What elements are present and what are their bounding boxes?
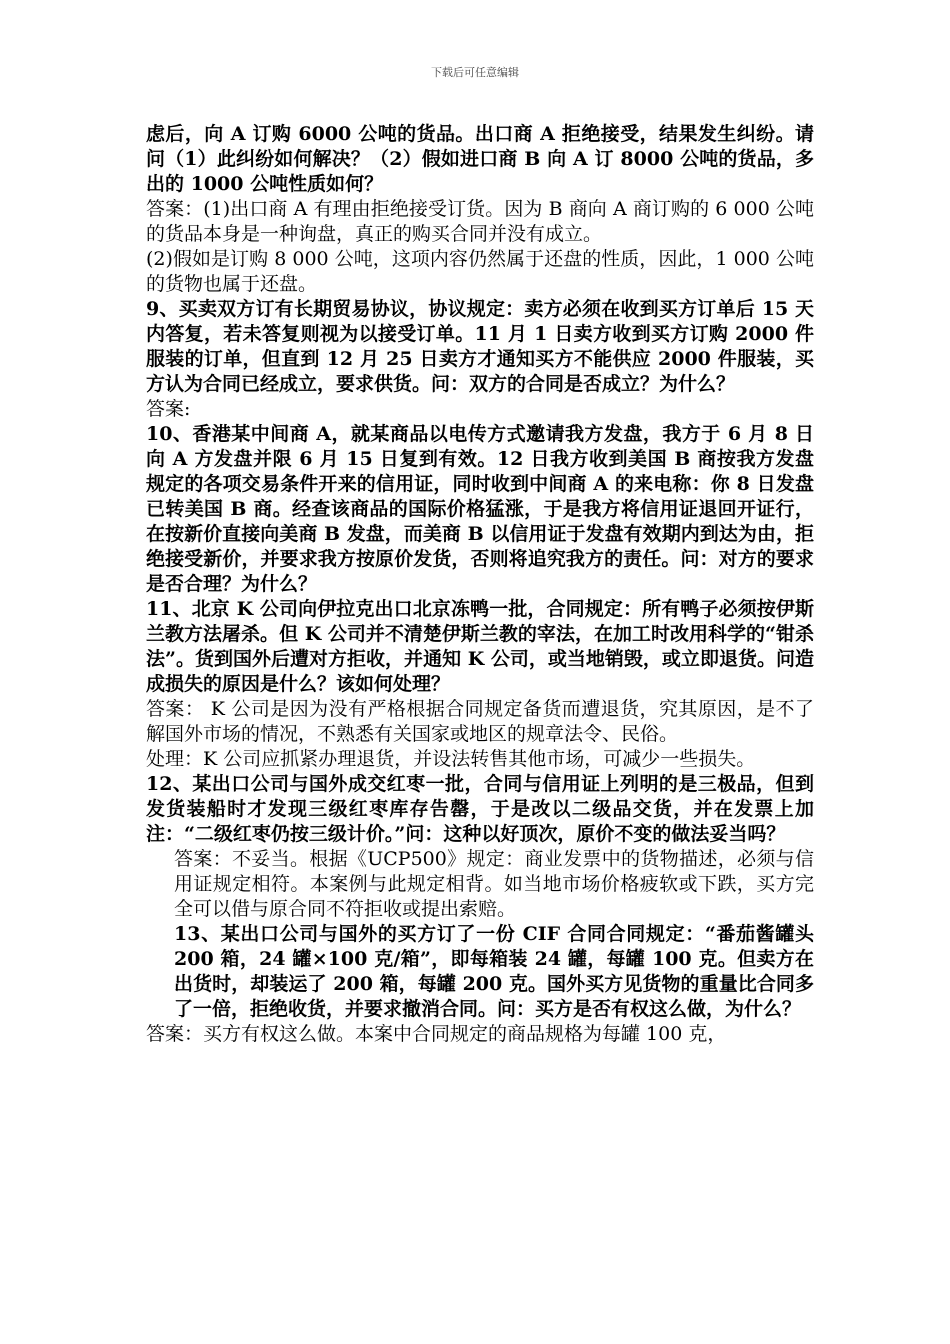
answer-8-part-1: 答案：(1)出口商 A 有理由拒绝接受订货。因为 B 商向 A 商订购的 6 000 公吨的货品本身是一种询盘，真正的购买合同并没有成立。	[146, 198, 814, 245]
answer-13: 答案：买方有权这么做。本案中合同规定的商品规格为每罐 100 克，	[146, 1023, 727, 1045]
answer-8-part-2: (2)假如是订购 8 000 公吨，这项内容仍然属于还盘的性质，因此，1 000 公吨的货物也属于还盘。	[146, 248, 814, 295]
answer-11: 答案： K 公司是因为没有严格根据合同规定备货而遭退货，究其原因，是不了解国外市场的情况，不熟悉有关国家或地区的规章法令、民俗。	[146, 698, 814, 745]
question-13: 13、某出口公司与国外的买方订了一份 CIF 合同合同规定：“番茄酱罐头 200 箱，24 罐×100 克/箱”，即每箱装 24 罐，每罐 100 克。但卖方在出货时，却装运了 200 箱，每罐 200 克。国外买方见货物的重量比合同多了一倍，拒绝收货，并要求撤消合同。问：买方是否有权这么做，为什么？	[174, 923, 814, 1020]
question-8-continued: 虑后，向 A 订购 6000 公吨的货品。出口商 A 拒绝接受，结果发生纠纷。请问（1）此纠纷如何解决？（2）假如进口商 B 向 A 订 8000 公吨的货品，多出的 1000 公吨性质如何？	[146, 123, 814, 195]
document-body	[146, 122, 814, 1047]
question-11: 11、北京 K 公司向伊拉克出口北京冻鸭一批，合同规定：所有鸭子必须按伊斯兰教方法屠杀。但 K 公司并不清楚伊斯兰教的宰法，在加工时改用科学的“钳杀法”。货到国外后遭对方拒收，并通知 K 公司，或当地销毁，或立即退货。问造成损失的原因是什么？该如何处理？	[146, 598, 814, 695]
answer-12: 答案：不妥当。根据《UCP500》规定：商业发票中的货物描述，必须与信用证规定相符。本案例与此规定相背。如当地市场价格疲软或下跌，买方完全可以借与原合同不符拒收或提出索赔。	[174, 848, 814, 920]
question-10: 10、香港某中间商 A，就某商品以电传方式邀请我方发盘，我方于 6 月 8 日向 A 方发盘并限 6 月 15 日复到有效。12 日我方收到美国 B 商按我方发盘规定的各项交易条件开来的信用证，同时收到中间商 A 的来电称：你 8 日发盘已转美国 B 商。经查该商品的国际价格猛涨，于是我方将信用证退回开证行，在按新价直接向美商 B 发盘，而美商 B 以信用证于发盘有效期内到达为由，拒绝接受新价，并要求我方按原价发货，否则将追究我方的责任。问：对方的要求是否合理？为什么？	[146, 423, 814, 595]
question-12: 12、某出口公司与国外成交红枣一批，合同与信用证上列明的是三极品，但到发货装船时才发现三级红枣库存告罄，于是改以二级品交货，并在发票上加注：“二级红枣仍按三级计价。”问：这种以好顶次，原价不变的做法妥当吗？	[146, 773, 814, 845]
page-header: 下载后可任意编辑	[431, 66, 519, 79]
question-9: 9、买卖双方订有长期贸易协议，协议规定：卖方必须在收到买方订单后 15 天内答复，若未答复则视为以接受订单。11 月 1 日卖方收到买方订购 2000 件服装的订单，但直到 12 月 25 日卖方才通知买方不能供应 2000 件服装，买方认为合同已经成立，要求供货。问：双方的合同是否成立？为什么？	[146, 298, 814, 395]
answer-11-handling: 处理：K 公司应抓紧办理退货，并设法转售其他市场，可减少一些损失。	[146, 748, 756, 770]
answer-9: 答案:	[146, 398, 191, 420]
